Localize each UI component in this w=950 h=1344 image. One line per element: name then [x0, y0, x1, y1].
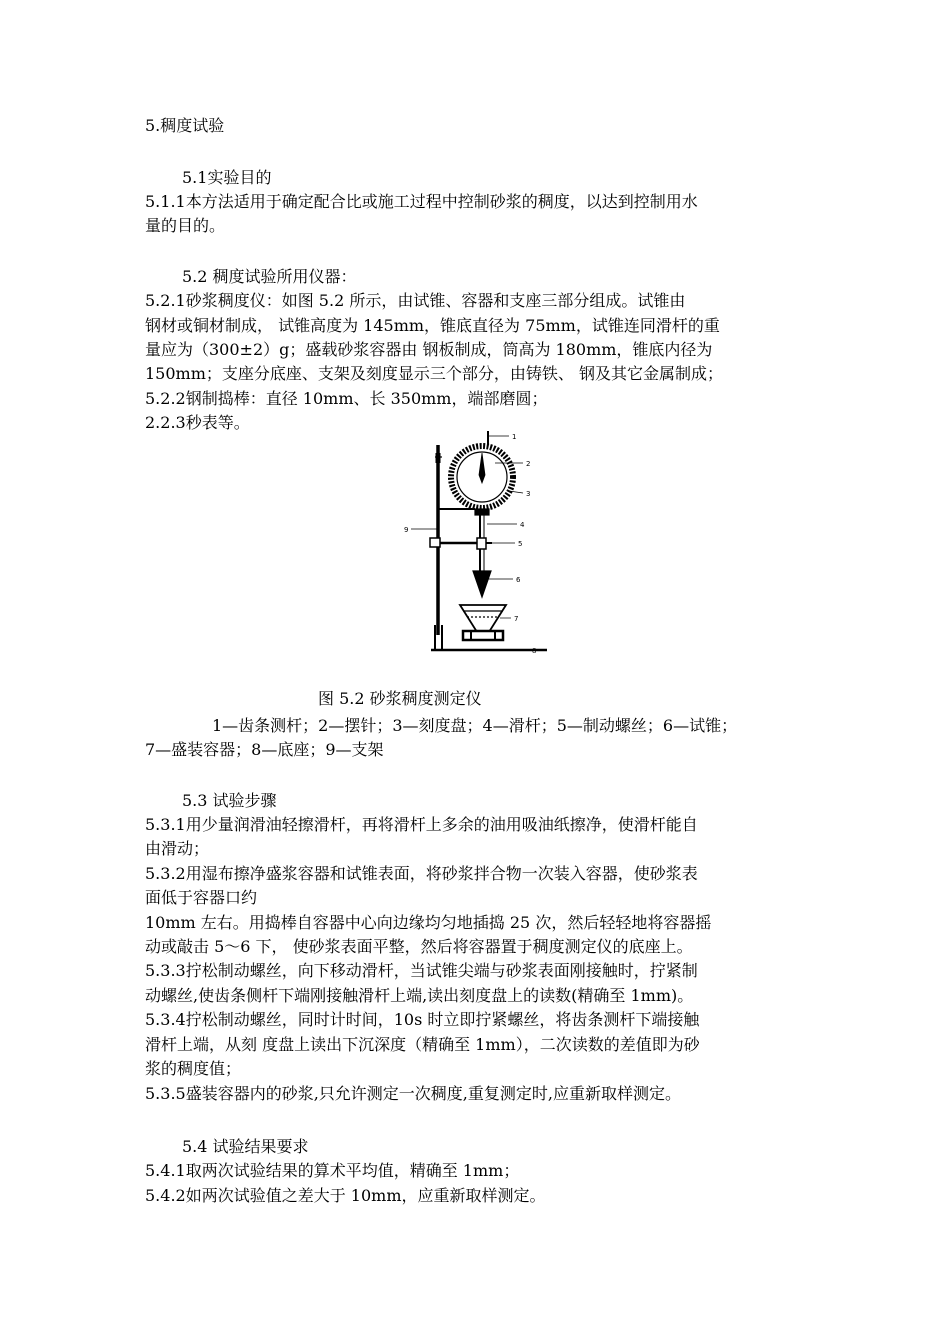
- section-5-1-title: 5.1实验目的: [182, 168, 272, 187]
- figure-label-8: 8: [532, 647, 537, 655]
- figure-label-9: 9: [404, 526, 409, 534]
- paragraph-line: 10mm 左右。用捣棒自容器中心向边缘均匀地插捣 25 次，然后轻轻地将容器摇: [145, 913, 712, 932]
- paragraph-line: 面低于容器口约: [145, 888, 258, 907]
- figure-legend-line: 7—盛装容器；8—底座；9—支架: [145, 740, 384, 759]
- paragraph-line: 5.3.1用少量润滑油轻擦滑杆，再将滑杆上多余的油用吸油纸擦净，使滑杆能自: [145, 815, 698, 834]
- figure-legend-line: 1—齿条测杆；2—摆针；3—刻度盘；4—滑杆；5—制动螺丝；6—试锥；: [212, 716, 738, 735]
- paragraph-line: 钢材或铜材制成， 试锥高度为 145mm，锥底直径为 75mm，试锥连同滑杆的重: [145, 316, 720, 335]
- figure-label-5: 5: [518, 540, 523, 548]
- section-5-4-title: 5.4 试验结果要求: [182, 1137, 309, 1156]
- consistency-meter-diagram: [395, 425, 555, 660]
- figure-label-7: 7: [514, 615, 519, 623]
- section-5-2-title: 5.2 稠度试验所用仪器：: [182, 267, 357, 286]
- paragraph-line: 5.4.2如两次试验值之差大于 10mm，应重新取样测定。: [145, 1186, 546, 1205]
- figure-label-4: 4: [520, 521, 525, 529]
- figure-label-2: 2: [526, 460, 531, 468]
- paragraph-line: 量的目的。: [145, 216, 226, 235]
- paragraph-line: 5.1.1本方法适用于确定配合比或施工过程中控制砂浆的稠度，以达到控制用水: [145, 192, 698, 211]
- paragraph-line: 2.2.3秒表等。: [145, 413, 250, 432]
- paragraph-line: 150mm；支座分底座、支架及刻度显示三个部分，由铸铁、 钢及其它金属制成；: [145, 364, 723, 383]
- paragraph-line: 5.4.1取两次试验结果的算术平均值，精确至 1mm；: [145, 1161, 520, 1180]
- paragraph-line: 滑杆上端，从刻 度盘上读出下沉深度（精确至 1mm），二次读数的差值即为砂: [145, 1035, 700, 1054]
- section-heading: 5.稠度试验: [145, 116, 225, 135]
- figure-label-1: 1: [512, 433, 517, 441]
- consistency-meter-figure: [395, 425, 555, 660]
- paragraph-line: 动或敲击 5～6 下， 使砂浆表面平整，然后将容器置于稠度测定仪的底座上。: [145, 937, 693, 956]
- paragraph-line: 由滑动；: [145, 839, 210, 858]
- paragraph-line: 5.3.2用湿布擦净盛浆容器和试锥表面，将砂浆拌合物一次装入容器，使砂浆表: [145, 864, 698, 883]
- paragraph-line: 5.3.5盛装容器内的砂浆,只允许测定一次稠度,重复测定时,应重新取样测定。: [145, 1084, 681, 1103]
- paragraph-line: 5.2.2钢制捣棒：直径 10mm、长 350mm，端部磨圆；: [145, 389, 548, 408]
- mortar-container: [460, 605, 506, 632]
- paragraph-line: 量应为（300±2）g；盛载砂浆容器由 钢板制成，筒高为 180mm，锥底内径为: [145, 340, 713, 359]
- paragraph-line: 5.2.1砂浆稠度仪：如图 5.2 所示，由试锥、容器和支座三部分组成。试锥由: [145, 291, 686, 310]
- figure-label-3: 3: [526, 490, 531, 498]
- paragraph-line: 5.3.3拧松制动螺丝，向下移动滑杆，当试锥尖端与砂浆表面刚接触时，拧紧制: [145, 961, 698, 980]
- figure-label-6: 6: [516, 576, 521, 584]
- paragraph-line: 动螺丝,使齿条侧杆下端刚接触滑杆上端,读出刻度盘上的读数(精确至 1mm)。: [145, 986, 694, 1005]
- base-block: [463, 631, 503, 640]
- rod-collar: [475, 509, 489, 515]
- section-5-3-title: 5.3 试验步骤: [182, 791, 277, 810]
- figure-caption: 图 5.2 砂浆稠度测定仪: [318, 689, 482, 708]
- pointer: [479, 453, 485, 483]
- test-cone: [473, 571, 491, 597]
- brake-screw: [477, 538, 486, 549]
- paragraph-line: 5.3.4拧松制动螺丝，同时计时间，10s 时立即拧紧螺丝，将齿条测杆下端接触: [145, 1010, 700, 1029]
- paragraph-line: 浆的稠度值；: [145, 1059, 242, 1078]
